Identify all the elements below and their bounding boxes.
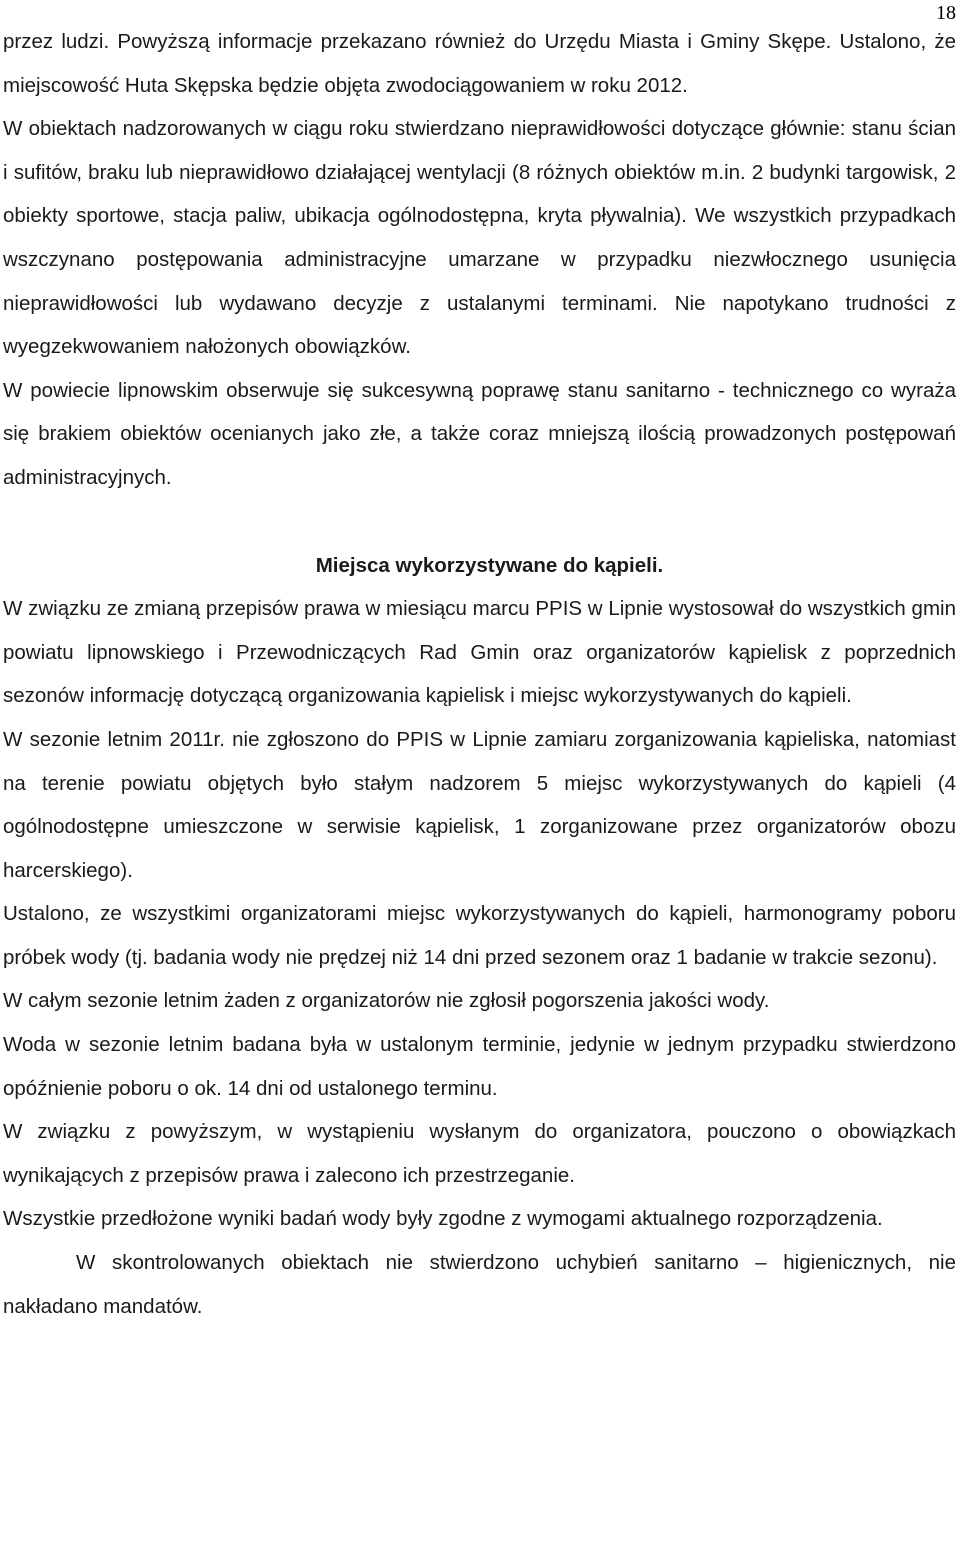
paragraph-sampling-delay: Woda w sezonie letnim badana była w ustalonym terminie, jedynie w jednym przypadku stwierdzono opóźnienie poboru o ok. 14 dni od ustalonego terminu. — [3, 1033, 956, 1100]
paragraph-water-supply: przez ludzi. Powyższą informacje przekazano również do Urzędu Miasta i Gminy Skępe. Ustalono, że miejscowość Huta Skępska będzie objęta zwodociągowaniem w roku 2012. — [3, 30, 956, 97]
section-heading-bathing-sites: Miejsca wykorzystywane do kąpieli. — [315, 553, 664, 577]
document-body — [3, 20, 956, 1328]
paragraph-inspection-irregularities: W obiektach nadzorowanych w ciągu roku stwierdzano nieprawidłowości dotyczące głównie: stanu ścian i sufitów, braku lub nieprawidłowo działającej wentylacji (8 różnych obiektów m.in. 2 budynki targowisk, 2 obiekty sportowe, stacja paliw, ubikacja ogólnodostępna, kryta pływalnia). We wszystkich przypadkach wszczynano postępowania administracyjne umarzane w przypadku niezwłocznego usunięcia nieprawidłowości lub wydawano decyzje z ustalanymi terminami. Nie napotykano trudności z wyegzekwowaniem nałożonych obowiązków. — [3, 117, 956, 359]
paragraph-organizer-notice: W związku z powyższym, w wystąpieniu wysłanym do organizatora, pouczono o obowiązkach wynikających z przepisów prawa i zalecono ich przestrzeganie. — [3, 1120, 956, 1187]
section-spacer — [3, 500, 956, 544]
paragraph-no-penalties: W skontrolowanych obiektach nie stwierdzono uchybień sanitarno – higienicznych, nie nakładano mandatów. — [3, 1251, 956, 1318]
paragraph-regulation-change: W związku ze zmianą przepisów prawa w miesiącu marcu PPIS w Lipnie wystosował do wszystkich gmin powiatu lipnowskiego i Przewodniczących Rad Gmin oraz organizatorów kąpielisk z poprzednich sezonów informację dotyczącą organizowania kąpielisk i miejsc wykorzystywanych do kąpieli. — [3, 597, 956, 708]
paragraph-results-compliant: Wszystkie przedłożone wyniki badań wody były zgodne z wymogami aktualnego rozporządzenia. — [3, 1207, 883, 1231]
page-number: 18 — [936, 2, 956, 24]
paragraph-sampling-schedule: Ustalono, ze wszystkimi organizatorami miejsc wykorzystywanych do kąpieli, harmonogramy poboru próbek wody (tj. badania wody nie prędzej niż 14 dni przed sezonem oraz 1 badanie w trakcie sezonu). — [3, 902, 956, 969]
paragraph-water-quality: W całym sezonie letnim żaden z organizatorów nie zgłosił pogorszenia jakości wody. — [3, 989, 770, 1013]
paragraph-sanitary-improvement: W powiecie lipnowskim obserwuje się sukcesywną poprawę stanu sanitarno - technicznego co wyraża się brakiem obiektów ocenianych jako złe, a także coraz mniejszą ilością prowadzonych postępowań administracyjnych. — [3, 378, 956, 489]
paragraph-summer-season: W sezonie letnim 2011r. nie zgłoszono do PPIS w Lipnie zamiaru zorganizowania kąpieliska, natomiast na terenie powiatu objętych było stałym nadzorem 5 miejsc wykorzystywanych do kąpieli (4 ogólnodostępne umieszczone w serwisie kąpielisk, 1 zorganizowane przez organizatorów obozu harcerskiego). — [3, 727, 956, 882]
